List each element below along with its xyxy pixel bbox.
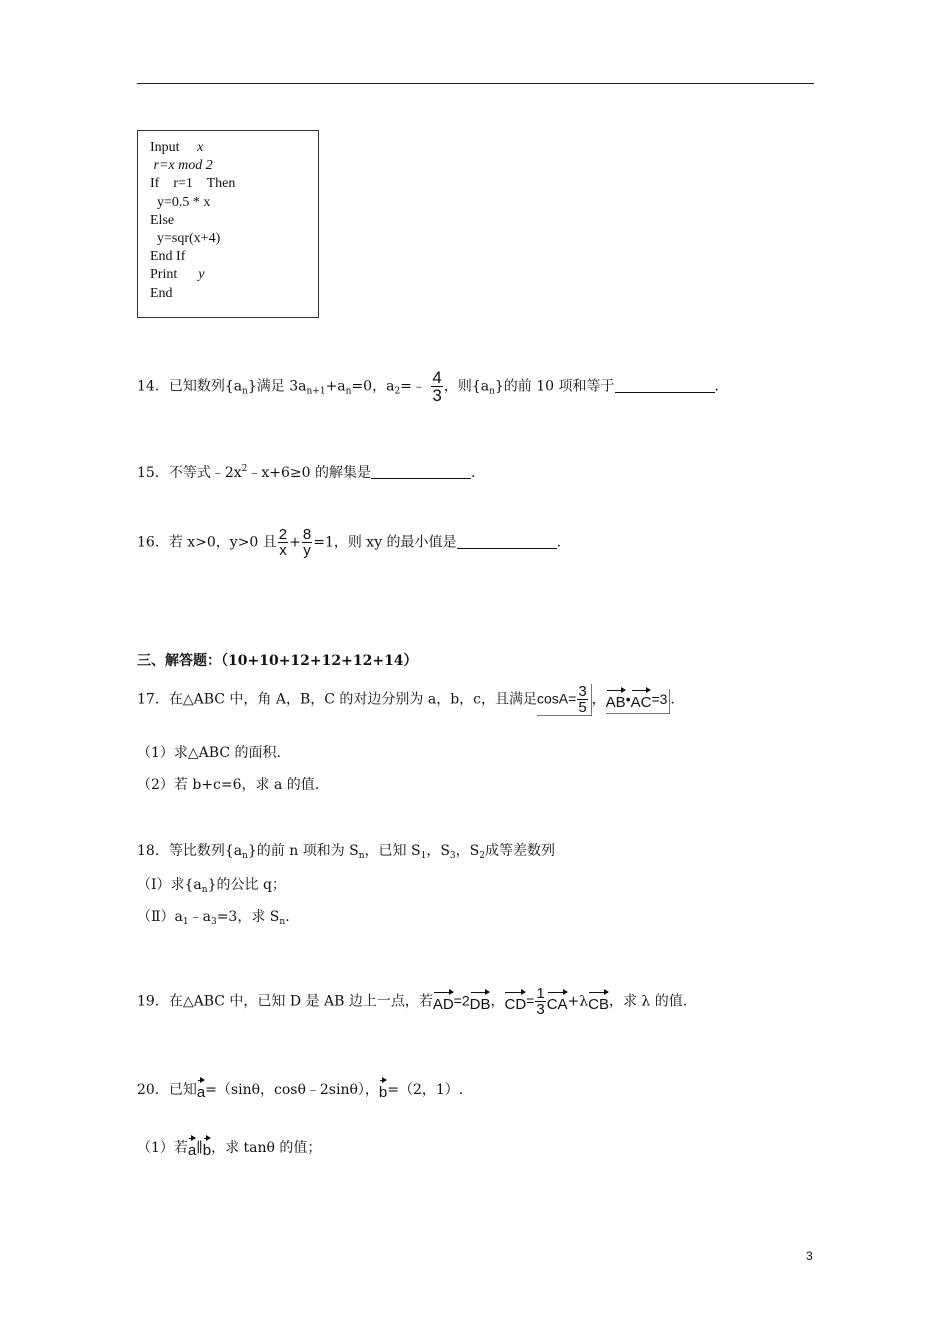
question-16: 16．若 x>0，y>0 且 $\frac{2}{x}$ + $\frac{8}{y}$ =1，则 xy 的最小值是 . bbox=[137, 526, 562, 559]
vector-a: a bbox=[197, 1079, 205, 1103]
question-18-part-1: （Ⅰ）求$\{a_n\}$的公比 q； bbox=[137, 877, 286, 895]
question-17: 17．在△ABC 中，角 A，B，C 的对边分别为 a，b，c，且满足cosA= $\frac{3}{5}$ ，AB•AC=3 . bbox=[137, 683, 675, 716]
fraction-8-y: $\frac{8}{y}$ bbox=[302, 526, 312, 559]
page-number: 3 bbox=[806, 1249, 813, 1263]
vector-ab: AB bbox=[606, 689, 626, 713]
code-line-6: y=sqr(x+4) bbox=[150, 230, 221, 246]
section-heading: 三、解答题：（10+10+12+12+12+14） bbox=[137, 653, 418, 669]
question-18: 18．等比数列$\{a_n\}$的前 n 项和为 $S_n$，已知 $S_1$，$S_3$，$S_2$成等差数列 bbox=[137, 843, 555, 861]
code-line-2: r=x mod 2 bbox=[150, 158, 213, 174]
code-line-4: y=0.5 * x bbox=[150, 194, 211, 210]
question-17-part-2: （2）若 b+c=6，求 a 的值. bbox=[137, 777, 320, 793]
vector-ad: AD bbox=[433, 991, 454, 1015]
code-line-5: Else bbox=[150, 212, 175, 228]
vector-cb: CB bbox=[588, 991, 609, 1015]
vector-b: b bbox=[379, 1079, 387, 1103]
header-rule bbox=[137, 83, 814, 84]
vector-cd: CD bbox=[504, 991, 526, 1015]
code-line-3: If r=1 Then bbox=[150, 176, 236, 192]
answer-blank bbox=[457, 534, 557, 549]
fraction-4-3: $\frac{4}{3}$ bbox=[432, 368, 442, 405]
vector-db: DB bbox=[470, 991, 491, 1015]
question-19: 19．在△ABC 中，已知 D 是 AB 边上一点，若AD=2DB，CD= $\frac{1}{3}$ CA+λCB，求 λ 的值. bbox=[137, 985, 688, 1018]
code-line-7: End If bbox=[150, 249, 186, 265]
question-15: 15．不等式$﹣2x^2﹣x+6\ge 0$ 的解集是 . bbox=[137, 464, 476, 481]
fraction-2-x: $\frac{2}{x}$ bbox=[278, 526, 288, 559]
question-14: 14．已知数列$\{a_n\}$满足 $3a_{n+1}+a_n=0$，$a_2=﹣$ $\frac{4}{3}$ ，则$\{a_n\}$的前 10 项和等于 . bbox=[137, 368, 719, 405]
code-line-9: End bbox=[150, 285, 173, 301]
question-20-part-1: （1）若a∥b，求 tanθ 的值； bbox=[137, 1137, 321, 1161]
code-line-1: Input x bbox=[150, 140, 204, 155]
pseudocode-box bbox=[137, 130, 319, 318]
question-18-part-2: $(Ⅱ)a_1﹣a_3=3$，求 $S_n$. bbox=[137, 909, 290, 927]
code-line-8: Print y bbox=[150, 267, 205, 283]
fraction-1-3: $\frac{1}{3}$ bbox=[536, 985, 545, 1018]
vector-b: b bbox=[203, 1137, 211, 1161]
question-20: 20．已知a=（sinθ，cosθ﹣2sinθ），b=（2，1）. bbox=[137, 1079, 463, 1103]
fraction-3-5: $\frac{3}{5}$ bbox=[578, 683, 587, 716]
vector-ca: CA bbox=[547, 991, 568, 1015]
vector-a: a bbox=[188, 1137, 196, 1161]
question-17-part-1: （1）求△ABC 的面积. bbox=[137, 745, 281, 761]
answer-blank bbox=[615, 378, 715, 393]
vector-ac: AC bbox=[631, 689, 652, 713]
answer-blank bbox=[371, 464, 471, 479]
